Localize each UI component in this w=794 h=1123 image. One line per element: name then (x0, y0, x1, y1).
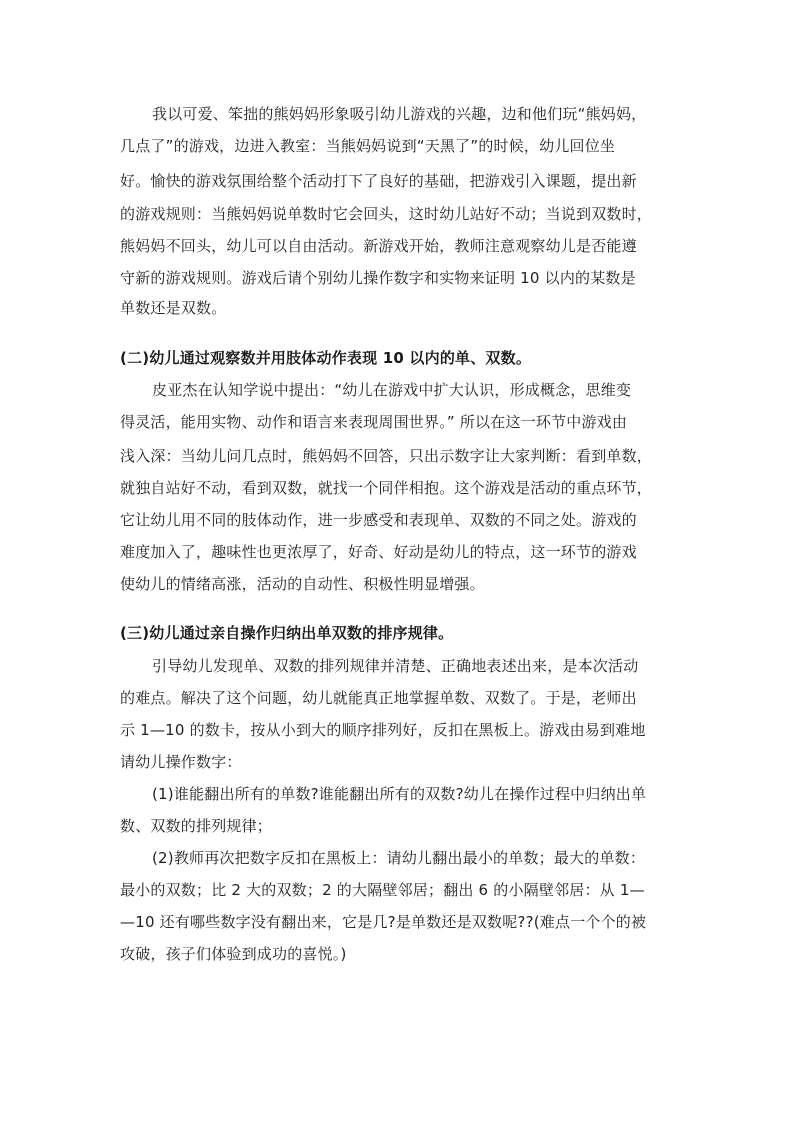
paragraph-line: 使幼儿的情绪高涨，活动的自动性、积极性明显增强。 (120, 575, 485, 593)
paragraph-line: 得灵活，能用实物、动作和语言来表现周围世界。” 所以在这一环节中游戏由 (120, 413, 628, 431)
paragraph-line: —10 还有哪些数字没有翻出来，它是几?是单数还是双数呢??(难点一个个的被 (120, 913, 647, 931)
paragraph-line: 熊妈妈不回头，幼儿可以自由活动。新游戏开始，教师注意观察幼儿是否能遵 (120, 237, 637, 255)
paragraph-line: 最小的双数；比 2 大的双数；2 的大隔壁邻居；翻出 6 的小隔壁邻居：从 1— (120, 881, 645, 899)
section-heading: (二)幼儿通过观察数并用肢体动作表现 10 以内的单、双数。 (120, 349, 532, 367)
paragraph-line: (2)教师再次把数字反扣在黑板上：请幼儿翻出最小的单数；最大的单数： (152, 849, 646, 867)
paragraph-line: 的难点。解决了这个问题，幼儿就能真正地掌握单数、双数了。于是，老师出 (120, 689, 637, 707)
paragraph-line: 引导幼儿发现单、双数的排列规律并清楚、正确地表述出来，是本次活动 (152, 657, 639, 675)
paragraph-line: 难度加入了，趣味性也更浓厚了，好奇、好动是幼儿的特点，这一环节的游戏 (120, 543, 637, 561)
section-heading: (三)幼儿通过亲自操作归纳出单双数的排序规律。 (120, 624, 454, 642)
paragraph-line: 皮亚杰在认知学说中提出：“幼儿在游戏中扩大认识，形成概念，思维变 (152, 381, 632, 399)
paragraph-line: 我以可爱、笨拙的熊妈妈形象吸引幼儿游戏的兴趣，边和他们玩“熊妈妈， (152, 105, 647, 123)
paragraph-line: 数、双数的排列规律； (120, 817, 273, 835)
paragraph-line: 的游戏规则：当熊妈妈说单数时它会回头，这时幼儿站好不动；当说到双数时， (120, 205, 653, 223)
paragraph-line: 单数还是双数。 (120, 299, 227, 317)
paragraph-line: 浅入深：当幼儿问几点时，熊妈妈不回答，只出示数字让大家判断：看到单数， (120, 447, 653, 465)
paragraph-line: 攻破，孩子们体验到成功的喜悦。) (120, 945, 347, 963)
paragraph-line: 几点了”的游戏，边进入教室：当熊妈妈说到“天黑了”的时候，幼儿回位坐 (120, 137, 616, 155)
paragraph-line: 就独自站好不动，看到双数，就找一个同伴相抱。这个游戏是活动的重点环节， (120, 479, 653, 497)
paragraph-line: 请幼儿操作数字： (120, 753, 242, 771)
paragraph-line: 示 1—10 的数卡，按从小到大的顺序排列好，反扣在黑板上。游戏由易到难地 (120, 721, 646, 739)
paragraph-line: 它让幼儿用不同的肢体动作，进一步感受和表现单、双数的不同之处。游戏的 (120, 511, 637, 529)
paragraph-line: 守新的游戏规则。游戏后请个别幼儿操作数字和实物来证明 10 以内的某数是 (120, 269, 636, 287)
paragraph-line: (1)谁能翻出所有的单数?谁能翻出所有的双数?幼儿在操作过程中归纳出单 (152, 785, 647, 803)
paragraph-line: 好。愉快的游戏氛围给整个活动打下了良好的基础，把游戏引入课题，提出新 (120, 172, 637, 190)
